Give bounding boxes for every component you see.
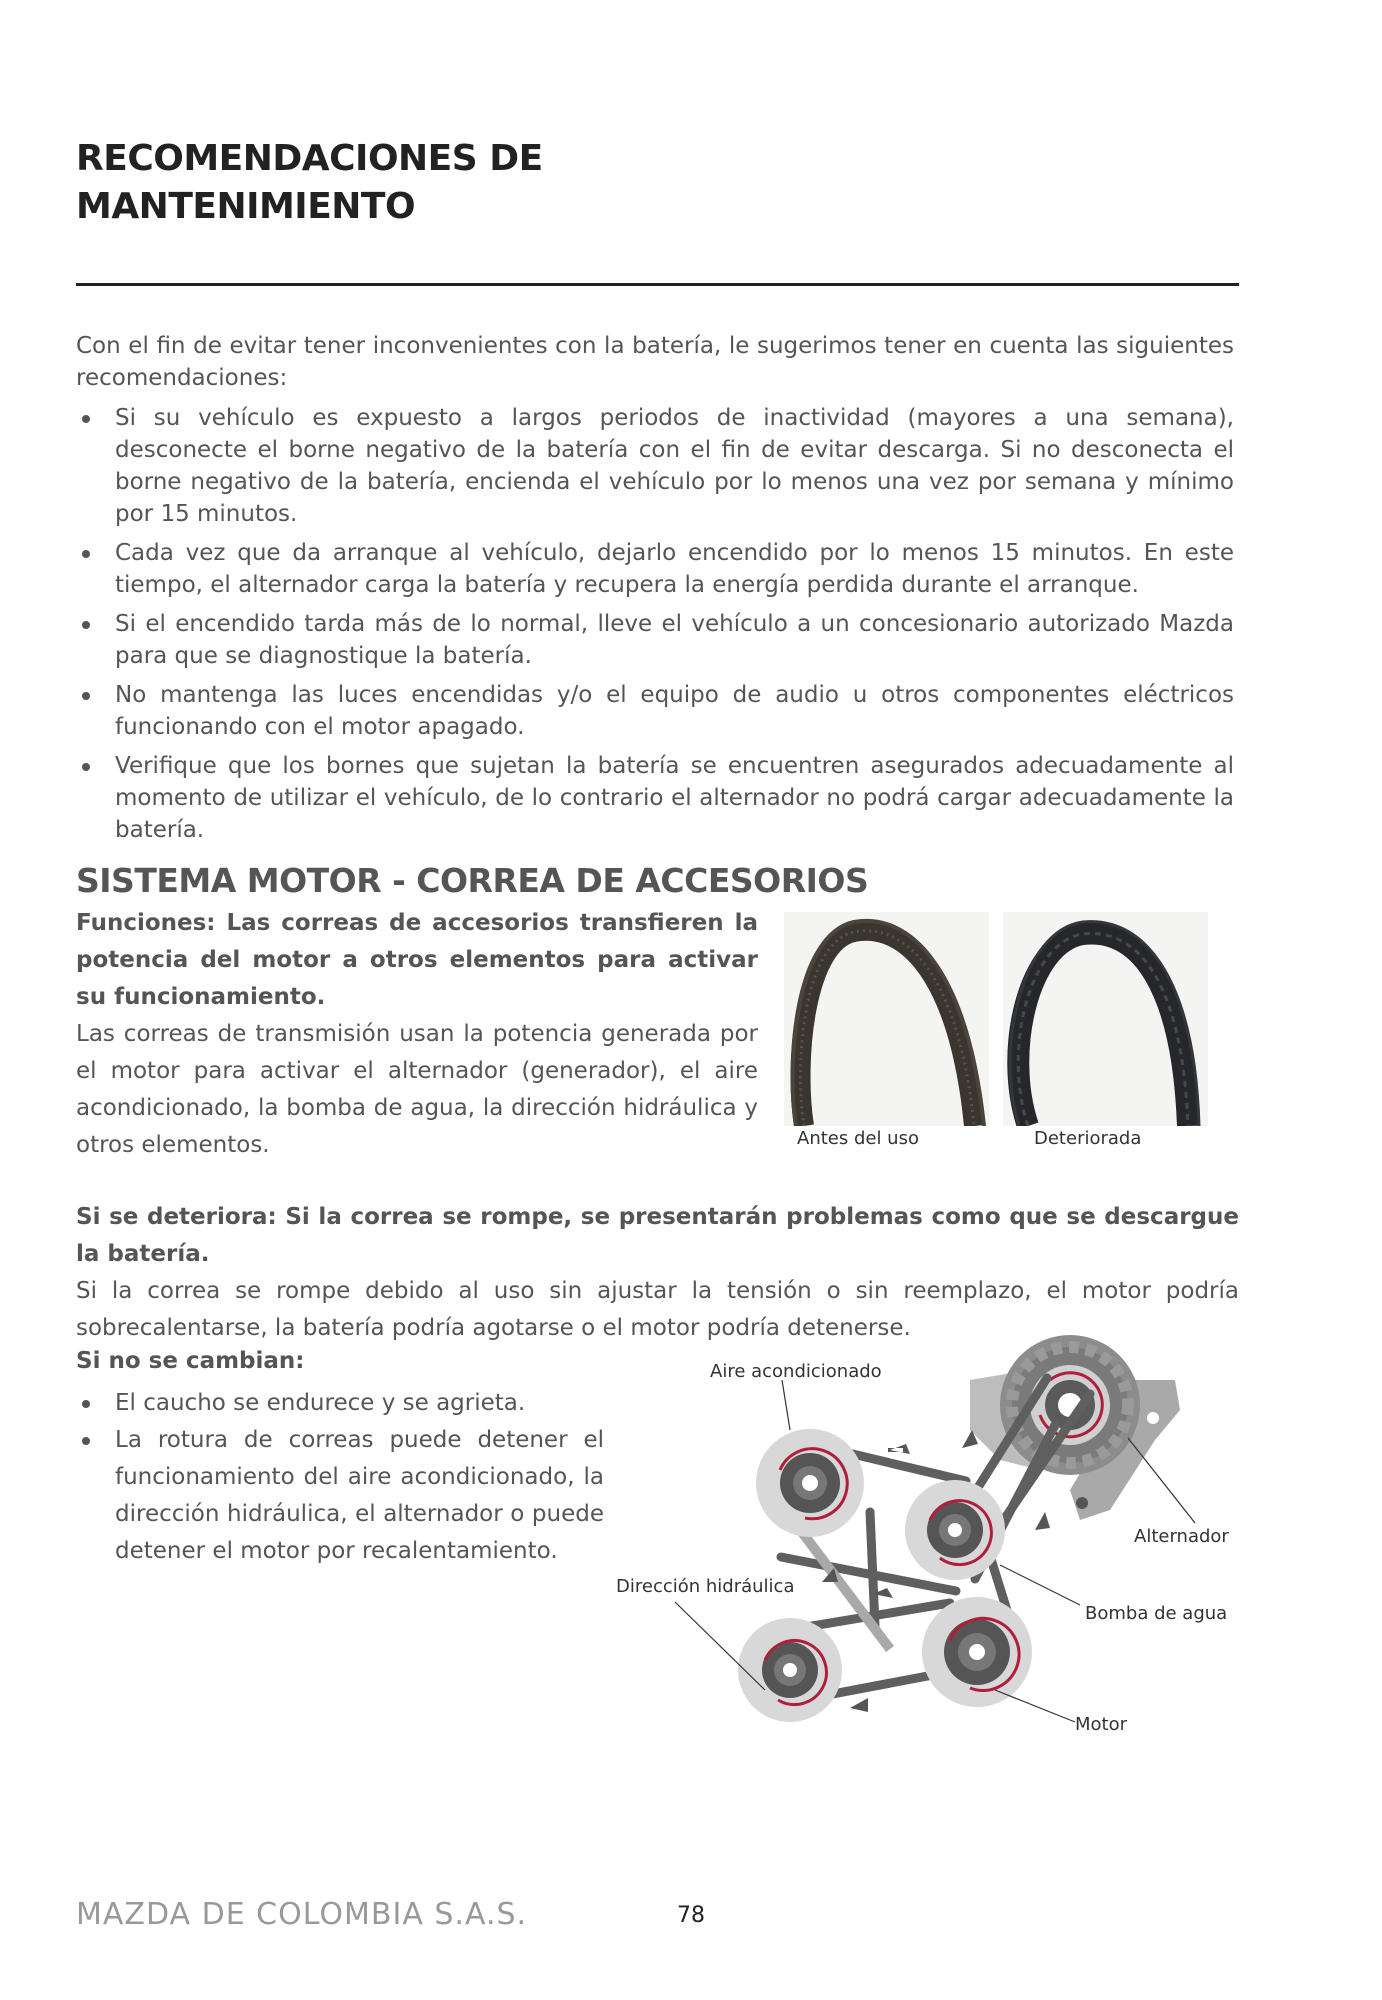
engine-pulley: [922, 1597, 1032, 1707]
bullet-icon: [82, 1400, 90, 1408]
list-item: [76, 1385, 604, 1422]
label-bomba-de-agua: Bomba de agua: [1085, 1603, 1228, 1624]
belt-worn-photo: [1003, 912, 1208, 1126]
bullet-icon: [82, 692, 90, 700]
list-item-text: La rotura de correas puede detener el funcionamiento del aire acondicionado, la dirección hidráulica, el alternador o puede detener el motor por recalentamiento.: [115, 1427, 604, 1564]
page-title-line1: RECOMENDACIONES DE: [76, 138, 543, 179]
funciones-lead: Funciones: Las correas de accesorios transfieren la potencia del motor a otros elementos para activar su funcionamiento.: [76, 910, 758, 1010]
label-motor: Motor: [1075, 1714, 1128, 1735]
title-divider: [76, 283, 1239, 286]
bullet-icon: [82, 415, 90, 423]
list-item-text: Verifique que los bornes que sujetan la batería se encuentren asegurados adecuadamente al momento de utilizar el vehículo, de lo contrario el alternador no podrá cargar adecuadamente la batería.: [115, 753, 1234, 843]
list-item: [76, 402, 1234, 530]
list-item: [76, 750, 1234, 846]
caption-deteriorated: Deteriorada: [1034, 1128, 1142, 1149]
bullet-icon: [82, 763, 90, 771]
list-item: [76, 1422, 604, 1570]
list-item: [76, 679, 1234, 743]
no-cambian-title: Si no se cambian:: [76, 1348, 305, 1374]
label-aire-acondicionado: Aire acondicionado: [710, 1361, 882, 1382]
list-item: [76, 608, 1234, 672]
belt-new-photo: [784, 912, 989, 1126]
battery-tips-list: [76, 402, 1234, 853]
deteriora-lead: Si se deteriora: Si la correa se rompe, se presentarán problemas como que se descargue la batería.: [76, 1204, 1239, 1267]
water-pump-pulley: [905, 1480, 1005, 1580]
section-title: SISTEMA MOTOR - CORREA DE ACCESORIOS: [76, 861, 869, 900]
caption-before-use: Antes del uso: [797, 1128, 919, 1149]
belt-diagram: [610, 1320, 1250, 1750]
list-item-text: No mantenga las luces encendidas y/o el equipo de audio u otros componentes eléctricos funcionando con el motor apagado.: [115, 682, 1234, 740]
list-item: [76, 537, 1234, 601]
page-title: [76, 135, 776, 231]
bullet-icon: [82, 1437, 90, 1445]
label-direccion-hidraulica: Dirección hidráulica: [616, 1576, 795, 1597]
page-title-line2: MANTENIMIENTO: [76, 186, 416, 227]
bullet-icon: [82, 621, 90, 629]
ac-pulley: [756, 1429, 864, 1537]
list-item-text: Cada vez que da arranque al vehículo, dejarlo encendido por lo menos 15 minutos. En este tiempo, el alternador carga la batería y recupera la energía perdida durante el arranque.: [115, 540, 1234, 598]
list-item-text: Si el encendido tarda más de lo normal, lleve el vehículo a un concesionario autorizado Mazda para que se diagnostique la batería.: [115, 611, 1234, 669]
deteriora-body: Si la correa se rompe debido al uso sin ajustar la tensión o sin reemplazo, el motor podría sobrecalentarse, la batería podría agotarse o el motor podría detenerse.: [76, 1278, 1239, 1341]
label-alternador: Alternador: [1134, 1526, 1229, 1547]
intro-paragraph: Con el fin de evitar tener inconvenientes con la batería, le sugerimos tener en cuenta las siguientes recomendaciones:: [76, 333, 1234, 391]
funciones-body: Las correas de transmisión usan la potencia generada por el motor para activar el alternador (generador), el aire acondicionado, la bomba de agua, la dirección hidráulica y otros elementos.: [76, 1021, 758, 1158]
list-item-text: El caucho se endurece y se agrieta.: [115, 1390, 526, 1416]
footer-company: MAZDA DE COLOMBIA S.A.S.: [76, 1897, 528, 1932]
no-cambian-list: [76, 1385, 604, 1570]
page-number: 78: [677, 1903, 705, 1928]
bullet-icon: [82, 550, 90, 558]
list-item-text: Si su vehículo es expuesto a largos periodos de inactividad (mayores a una semana), desconecte el borne negativo de la batería con el fin de evitar descarga. Si no desconecta el borne negativo de la batería, encienda el vehículo por lo menos una vez por semana y mínimo por 15 minutos.: [115, 405, 1234, 527]
alternator-pulley: [1000, 1335, 1140, 1475]
power-steering-pulley: [738, 1618, 842, 1722]
funciones-paragraph: [76, 905, 758, 1164]
